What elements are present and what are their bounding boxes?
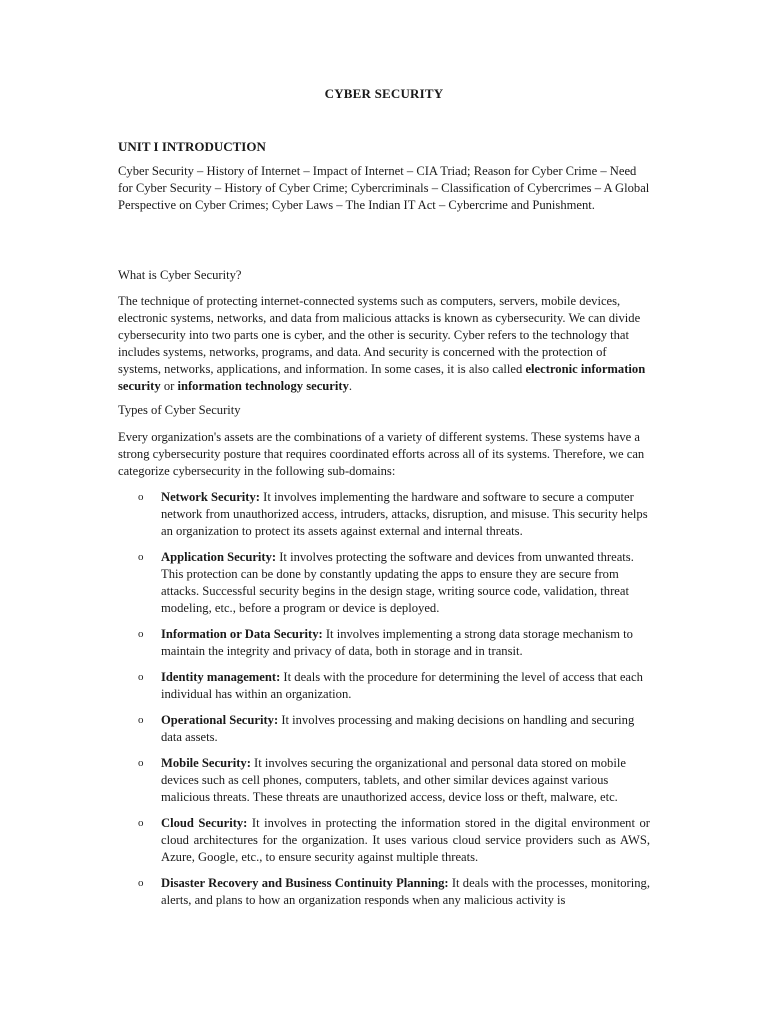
item-title: Cloud Security: — [161, 816, 248, 830]
item-title: Mobile Security: — [161, 756, 251, 770]
intro-text: The technique of protecting internet-connected systems such as computers, servers, mobile devices, electronic systems, networks, and data from malicious attacks is known as cybersecurity. We can divide cybersecurity into two parts one is cyber, and the other is security. Cyber refers to the technology that includes systems, networks, programs, and data. And security is concerned with the protection of systems, networks, applications, and information. In some cases, it is also called — [118, 294, 641, 376]
item-title: Network Security: — [161, 490, 260, 504]
item-title: Operational Security: — [161, 713, 279, 727]
item-text: It involves in protecting the information stored in the digital environment or cloud architectures for the organization. It uses various cloud service providers such as AWS, Azure, Google, etc., to ensure security against multiple threats. — [161, 816, 650, 864]
item-text: It deals with the procedure for determining the level of access that each individual has within an organization. — [161, 670, 643, 701]
document-title: CYBER SECURITY — [324, 86, 444, 101]
unit-heading: UNIT I INTRODUCTION — [118, 139, 266, 154]
item-title: Disaster Recovery and Business Continuity Planning: — [161, 876, 449, 890]
bullet-icon: o — [138, 817, 144, 829]
intro-or: or — [160, 379, 178, 393]
subdomain-list — [138, 489, 650, 909]
bullet-icon: o — [138, 551, 144, 563]
intro-bold-term-1: electronic information security — [118, 362, 646, 393]
list-item — [138, 712, 650, 746]
list-item — [138, 875, 650, 909]
intro-end: . — [348, 379, 353, 393]
item-text: It involves implementing the hardware and software to secure a computer network from unauthorized access, intruders, attacks, disruption, and misuse. This security helps an organization to protect its assets against external and internal threats. — [161, 490, 648, 538]
syllabus-paragraph: Cyber Security – History of Internet – Impact of Internet – CIA Triad; Reason for Cyber Crime – Need for Cyber Security – History of Cyber Crime; Cybercriminals – Classification of Cybercrimes – A Global Perspective on Cyber Crimes; Cyber Laws – The Indian IT Act – Cybercrime and Punishment. — [118, 164, 650, 212]
intro-paragraph — [118, 293, 650, 395]
list-item — [138, 815, 650, 866]
list-item — [138, 626, 650, 660]
bullet-icon: o — [138, 877, 144, 889]
bullet-icon: o — [138, 491, 144, 503]
item-text: It involves processing and making decisions on handling and securing data assets. — [161, 713, 635, 744]
item-title: Application Security: — [161, 550, 277, 564]
list-item — [138, 755, 650, 806]
list-item — [138, 489, 650, 540]
list-item — [138, 669, 650, 703]
item-title: Identity management: — [161, 670, 281, 684]
list-item — [138, 549, 650, 617]
bullet-icon: o — [138, 671, 144, 683]
item-text: It involves protecting the software and devices from unwanted threats. This protection can be done by constantly updating the apps to ensure they are secure from attacks. Successful security begins in the design stage, writing source code, validation, threat modeling, etc., before a program or device is deployed. — [161, 550, 634, 615]
types-paragraph: Every organization's assets are the combinations of a variety of different systems. These systems have a strong cybersecurity posture that requires coordinated efforts across all of its systems. Therefore, we can categorize cybersecurity in the following sub-domains: — [118, 430, 645, 478]
types-heading: Types of Cyber Security — [118, 403, 241, 417]
intro-bold-term-2: information technology security — [177, 379, 349, 393]
bullet-icon: o — [138, 628, 144, 640]
item-text: It deals with the processes, monitoring, alerts, and plans to how an organization responds when any malicious activity is — [161, 876, 650, 907]
item-text: It involves implementing a strong data storage mechanism to maintain the integrity and privacy of data, both in storage and in transit. — [161, 627, 633, 658]
bullet-icon: o — [138, 714, 144, 726]
section-question: What is Cyber Security? — [118, 268, 242, 282]
item-title: Information or Data Security: — [161, 627, 323, 641]
item-text: It involves securing the organizational and personal data stored on mobile devices such as cell phones, computers, tablets, and other similar devices against various malicious threats. These threats are unauthorized access, device loss or theft, malware, etc. — [161, 756, 626, 804]
bullet-icon: o — [138, 757, 144, 769]
